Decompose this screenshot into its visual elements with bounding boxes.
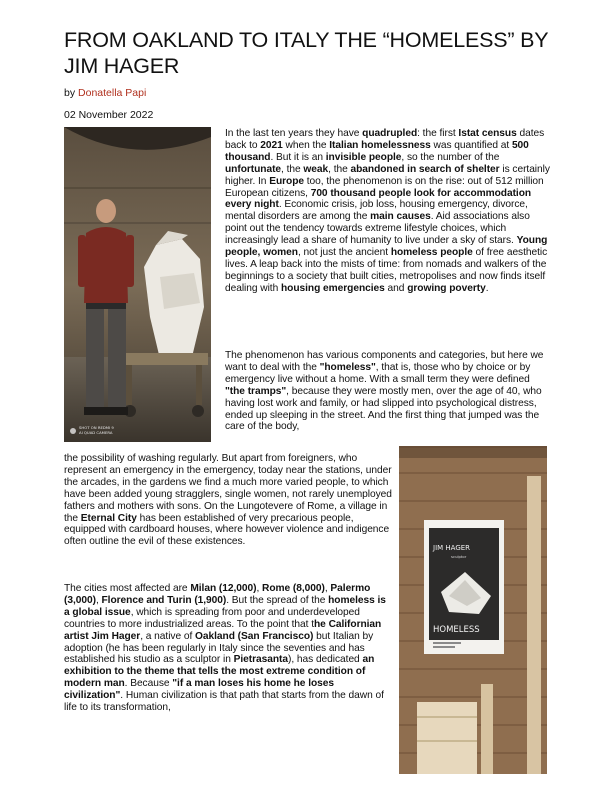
bold-text-run: invisible people (325, 151, 402, 163)
bold-text-run: Palermo (3,000) (64, 583, 371, 606)
poster-title: HOMELESS (433, 625, 480, 635)
bold-text-run: "the tramps" (225, 385, 287, 397)
text-run: but Italian by adoption (he has been regularly in Italy since the seventies and has established his studio as a sculptor in (64, 630, 374, 666)
bold-text-run: Eternal City (80, 512, 137, 524)
bold-text-run: Milan (12,000) (190, 583, 257, 594)
text-run: , (324, 583, 331, 594)
text-run: , which is spreading from poor and underdeveloped countries to more industrialized areas. To the point that t (64, 606, 360, 630)
text-run: . Economic crisis, job loss, housing emergency, divorce, mental disorders are among the (225, 199, 528, 223)
bold-text-run: Italian homelessness (329, 139, 431, 151)
bold-text-run: unfortunate (225, 163, 282, 175)
text-run: , because they were mostly men, over the age of 40, who having lost work and family, or had slipped into psychological distress, ended up sleeping in the street. And the first thing that jumped was the care of the body, (225, 385, 542, 433)
text-run: : the first (417, 128, 459, 139)
text-run: . Human civilization is that path that starts from the dawn of life to its transformation, (64, 690, 384, 714)
text-run: of free aesthetic lives. A leap back into the mists of time: from nomads and walkers of the beginnings to a society that built cities, metropolises and now finds itself dealing with (225, 247, 548, 294)
byline (64, 87, 146, 99)
bold-text-run: an exhibition to the theme that tells the most extreme condition of modern man (64, 654, 375, 690)
text-run: In the last ten years they have (225, 128, 363, 139)
text-run: . Aid associations also point out the tendency towards extreme lifestyle choices, which increasingly lead a share of humanity to live under a sky of stars. (225, 211, 530, 247)
text-run: ), has dedicated (287, 654, 363, 666)
publish-date: 02 November 2022 (64, 109, 154, 121)
text-run: , the (328, 163, 351, 175)
text-run: too, the phenomenon is on the rise: out of 512 million European citizens, (225, 175, 544, 199)
bold-text-run: Young people, women (225, 235, 548, 259)
text-run: , so the number of the (401, 151, 500, 163)
bold-text-run: Istat census (458, 128, 517, 139)
text-run: , that is, those who by choice or by emergency live without a home. With a small term they were defined (225, 361, 531, 385)
author-link[interactable]: Donatella Papi (78, 87, 147, 99)
poster-artist-name: JIM HAGER (433, 544, 471, 552)
text-run: has been established of very precarious people, equipped with cardboard houses, where however violence and indigence often outline the evil of these existences. (64, 512, 390, 548)
bold-text-run: "homeless" (319, 361, 376, 373)
text-run: , the (281, 163, 304, 175)
article-title: FROM OAKLAND TO ITALY THE “HOMELESS” BY JIM HAGER (64, 28, 549, 78)
paragraph-3 (64, 453, 392, 548)
text-run: and (384, 282, 408, 294)
bold-text-run: housing emergencies (280, 282, 385, 294)
text-run: The phenomenon has various components and categories, but here we want to deal with the (225, 350, 544, 373)
paragraph-4 (64, 583, 394, 714)
bold-text-run: Florence and Turin (1,900) (101, 594, 227, 606)
poster-subtitle: sculptor (451, 554, 467, 559)
photo-artist-with-sculpture (64, 127, 211, 442)
bold-text-run: homeless people (390, 247, 473, 259)
paragraph-1 (225, 128, 550, 295)
text-run: was quantified at (430, 139, 512, 151)
bold-text-run: 700 thousand people look for accommodation every night (225, 187, 532, 211)
watermark-line-2: AI QUAD CAMERA (79, 430, 113, 435)
text-run: the possibility of washing regularly. But apart from foreigners, who represent an emergency in the emergency, today near the stations, under the arcades, in the gardens we find a much more varied people, to which have been added young stragglers, single women, not rarely unemployed fathers and mothers with sons. On the Lungotevere of Rome, a village in the (64, 453, 392, 524)
bold-text-run: Oakland (San Francisco) (195, 630, 314, 642)
bold-text-run: Europe (269, 175, 304, 187)
bold-text-run: he Californian artist Jim Hager (64, 618, 382, 642)
paragraph-2 (225, 350, 552, 433)
text-run: , a native of (140, 630, 196, 642)
bold-text-run: quadrupled (362, 128, 418, 139)
watermark-line-1: SHOT ON REDMI 9 (79, 425, 114, 430)
bold-text-run: 2021 (260, 139, 283, 151)
text-run: dates back to (225, 128, 545, 151)
text-run: . Because (124, 678, 173, 690)
text-run: when the (282, 139, 330, 151)
bold-text-run: "if a man loses his home he loses civilization" (64, 678, 334, 702)
text-run: , (256, 583, 263, 594)
text-run: . (485, 282, 489, 294)
bold-text-run: 500 thousand (225, 139, 529, 163)
text-run: is certainly higher. In (225, 163, 550, 187)
text-run: , not just the ancient (297, 247, 391, 259)
bold-text-run: growing poverty (407, 282, 486, 294)
text-run: The cities most affected are (64, 583, 191, 594)
text-run: , (95, 594, 102, 606)
bold-text-run: homeless is a global issue (64, 594, 386, 618)
text-run: . But the spread of the (226, 594, 329, 606)
bold-text-run: main causes (370, 211, 431, 223)
bold-text-run: Rome (8,000) (262, 583, 325, 594)
bold-text-run: abandoned in search of shelter (350, 163, 500, 175)
text-run: . But it is an (270, 151, 326, 163)
byline-prefix: by (64, 87, 79, 99)
bold-text-run: weak (303, 163, 329, 175)
photo-exhibition-poster (399, 446, 547, 774)
bold-text-run: Pietrasanta (233, 654, 288, 666)
